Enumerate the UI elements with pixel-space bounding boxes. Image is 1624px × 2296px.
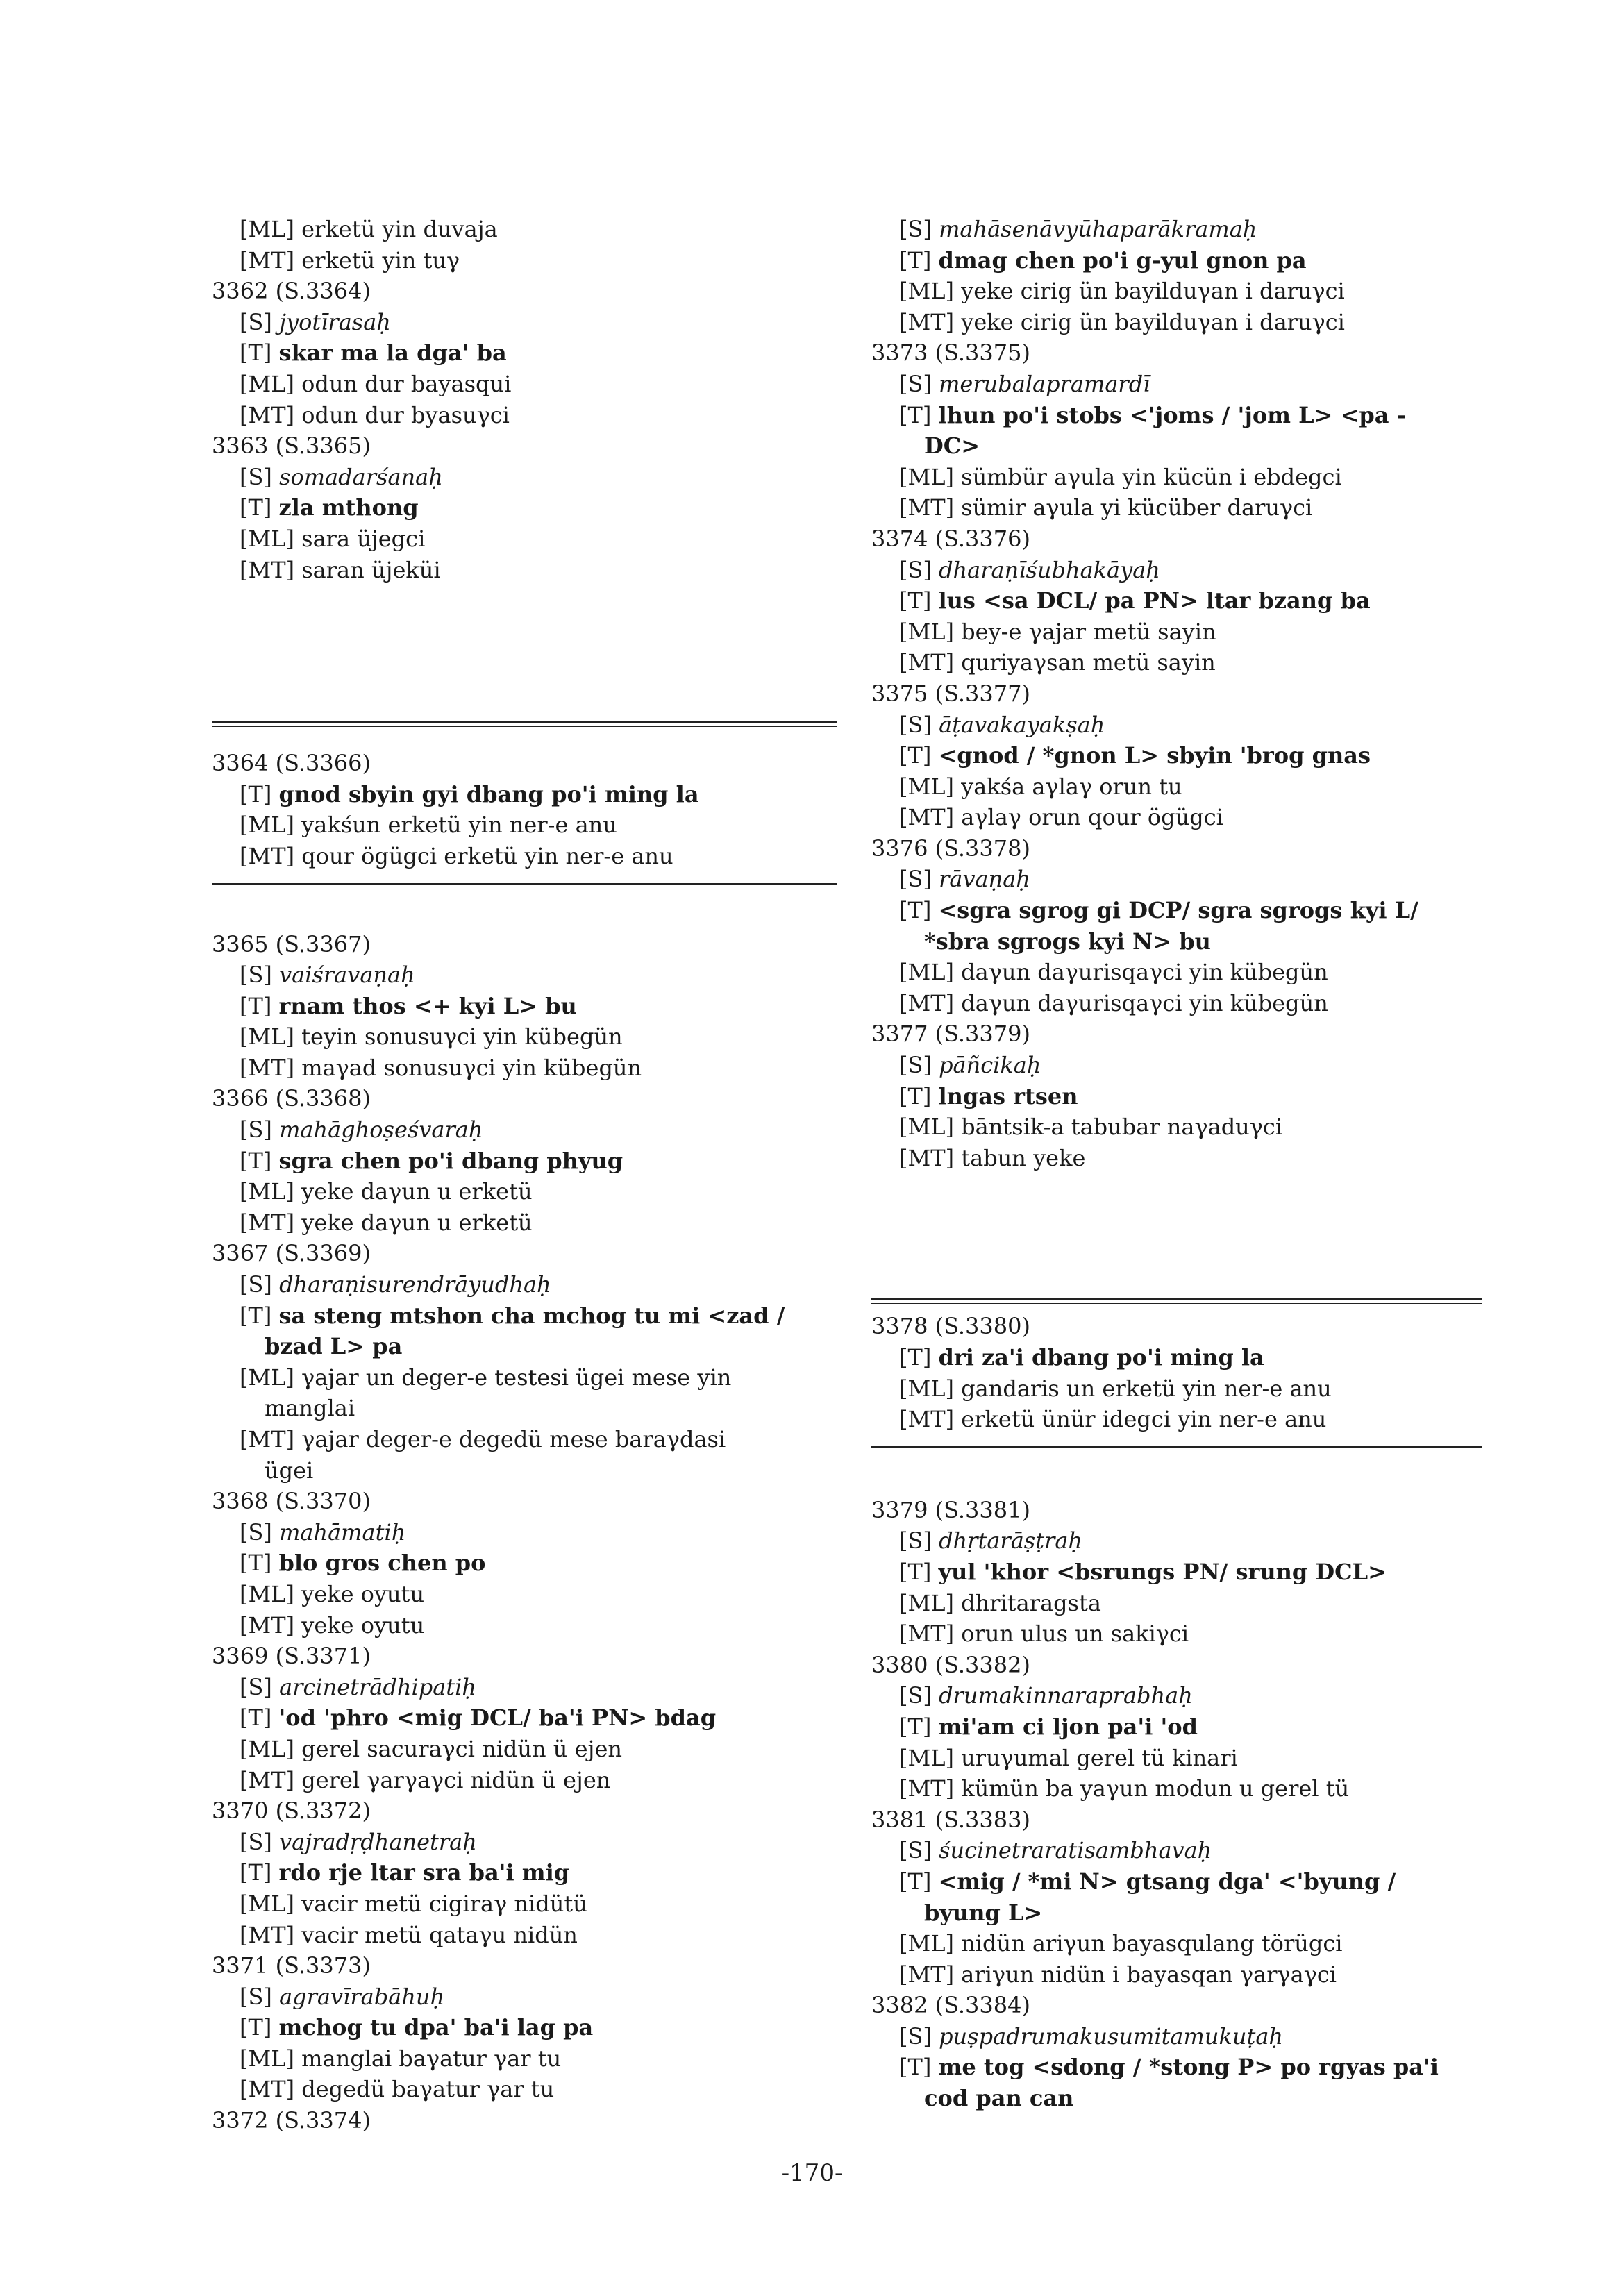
entry-line xyxy=(212,1517,837,1548)
language-tag: [T] xyxy=(899,1558,932,1585)
language-tag: [T] xyxy=(240,340,272,367)
entry-text: teyin sonusuγci yin kübegün xyxy=(301,1023,623,1050)
language-tag: [S] xyxy=(240,1828,272,1855)
language-tag: [T] xyxy=(899,2054,932,2081)
entry-line xyxy=(212,462,837,493)
language-tag: [T] xyxy=(899,897,932,924)
right-block-1 xyxy=(871,214,1482,1173)
language-tag: [S] xyxy=(899,2022,932,2050)
left-block-3 xyxy=(212,929,837,2136)
entry-text: dharaṇisurendrāyudhaḥ xyxy=(279,1271,551,1298)
entry-line xyxy=(212,1114,837,1146)
section-rule-double xyxy=(212,721,837,727)
entry-text: agravīrabāhuḥ xyxy=(279,1983,445,2010)
entry-text: odun dur byasuγci xyxy=(301,401,510,428)
entry-line xyxy=(871,2021,1482,2052)
language-tag: [MT] xyxy=(899,1961,955,1988)
language-tag: [T] xyxy=(899,246,932,274)
language-tag: [ML] xyxy=(240,1890,294,1917)
entry-text: gnod sbyin gyi dbang po'i ming la xyxy=(278,780,699,807)
entry-line xyxy=(871,802,1482,833)
language-tag: [MT] xyxy=(240,246,295,274)
entry-text: jyotīrasaḥ xyxy=(279,308,391,335)
entry-text: dharaṇīśubhakāyaḥ xyxy=(939,556,1160,583)
entry-text: rāvaṇaḥ xyxy=(939,866,1030,893)
entry-number: 3363 (S.3365) xyxy=(212,433,371,460)
entry-line xyxy=(871,492,1482,523)
entry-number: 3379 (S.3381) xyxy=(871,1496,1030,1523)
entry-line xyxy=(871,400,1482,462)
language-tag: [MT] xyxy=(240,1611,295,1639)
entry-number: 3382 (S.3384) xyxy=(871,1992,1030,2019)
entry-line xyxy=(871,1143,1482,1174)
entry-text: bāntsik-a tabubar naγaduγci xyxy=(961,1114,1283,1141)
language-tag: [ML] xyxy=(899,1114,954,1141)
language-tag: [T] xyxy=(240,2014,272,2041)
entry-line xyxy=(212,960,837,991)
language-tag: [T] xyxy=(899,1344,932,1371)
entry-line xyxy=(871,1835,1482,1866)
entry-number: 3370 (S.3372) xyxy=(212,1798,371,1825)
entry-line xyxy=(212,2043,837,2075)
entry-text: mahāsenāvyūhaparākramaḥ xyxy=(939,216,1257,242)
entry-number: 3372 (S.3374) xyxy=(212,2107,371,2134)
entry-number: 3377 (S.3379) xyxy=(871,1021,1030,1048)
entry-line xyxy=(212,1920,837,1951)
entry-line xyxy=(871,1404,1482,1435)
language-tag: [S] xyxy=(899,866,932,893)
entry-text: mchog tu dpa' ba'i lag pa xyxy=(278,2014,594,2041)
language-tag: [MT] xyxy=(899,1775,955,1802)
language-tag: [ML] xyxy=(899,959,954,986)
entry-line xyxy=(871,864,1482,895)
entry-line xyxy=(212,400,837,431)
entry-text: aγlaγ orun qour ögügci xyxy=(961,804,1223,831)
entry-text: quriyaγsan metü sayin xyxy=(961,649,1216,676)
language-tag: [ML] xyxy=(240,1580,294,1607)
entry-text: yakśa aγlaγ orun tu xyxy=(961,773,1182,800)
entry-text: lus <sa DCL/ pa PN> ltar bzang ba xyxy=(938,587,1371,614)
entry-text: sümir aγula yi kücüber daruγci xyxy=(961,494,1313,521)
entry-line xyxy=(212,1300,837,1362)
language-tag: [ML] xyxy=(899,773,954,800)
entry-text: ariγun nidün i bayasqan γarγaγci xyxy=(961,1961,1337,1988)
language-tag: [ML] xyxy=(240,525,294,552)
entry-line xyxy=(212,1548,837,1579)
entry-text-continuation: manglai xyxy=(265,1395,355,1422)
entry-line xyxy=(871,647,1482,678)
entry-text: sgra chen po'i dbang phyug xyxy=(278,1147,623,1174)
entry-text: erketü yin duvaja xyxy=(301,216,498,242)
entry-text: dhritaragsta xyxy=(961,1589,1101,1616)
entry-text: <gnod / *gnon L> sbyin 'brog gnas xyxy=(938,742,1371,769)
entry-text: arcinetrādhipatiḥ xyxy=(279,1673,476,1700)
entry-text: <mig / *mi N> gtsang dga' <'byung / xyxy=(938,1868,1396,1895)
entry-text: me tog <sdong / *stong P> po rgyas pa'i xyxy=(938,2054,1439,2081)
language-tag: [S] xyxy=(899,711,932,738)
entry-line xyxy=(871,1557,1482,1588)
entry-text: sara üjegci xyxy=(301,525,426,552)
entry-line xyxy=(212,2074,837,2105)
entry-line xyxy=(871,740,1482,771)
entry-line xyxy=(212,2012,837,2043)
entry-text: vacir metü cigiraγ nidütü xyxy=(301,1890,587,1917)
entry-text-continuation: ügei xyxy=(265,1457,314,1484)
language-tag: [S] xyxy=(240,1518,272,1545)
entry-text: vajradṛḍhanetraḥ xyxy=(279,1828,477,1855)
language-tag: [MT] xyxy=(240,1766,295,1793)
language-tag: [ML] xyxy=(240,2045,294,2072)
entry-line xyxy=(212,555,837,586)
right-column xyxy=(871,214,1482,2114)
language-tag: [T] xyxy=(899,1713,932,1740)
entry-text: bey-e γajar metü sayin xyxy=(961,618,1216,645)
language-tag: [ML] xyxy=(899,618,954,645)
language-tag: [MT] xyxy=(240,1426,295,1452)
entry-text: drumakinnaraprabhaḥ xyxy=(939,1682,1193,1709)
language-tag: [T] xyxy=(240,1147,272,1174)
entry-line xyxy=(871,617,1482,648)
entry-line xyxy=(871,307,1482,338)
entry-text: maγad sonusuγci yin kübegün xyxy=(301,1054,642,1081)
entry-line xyxy=(212,1734,837,1765)
entry-text: yeke oyutu xyxy=(301,1580,425,1607)
language-tag: [MT] xyxy=(240,1209,295,1236)
language-tag: [S] xyxy=(899,556,932,583)
entry-line xyxy=(871,957,1482,988)
entry-text: daγun daγurisqaγci yin kübegün xyxy=(961,959,1328,986)
language-tag: [MT] xyxy=(240,1921,295,1948)
entry-text: 'od 'phro <mig DCL/ ba'i PN> bdag xyxy=(278,1704,717,1732)
entry-line xyxy=(871,1773,1482,1804)
entry-text: dri za'i dbang po'i ming la xyxy=(938,1344,1264,1371)
entry-text: degedü baγatur γar tu xyxy=(301,2076,555,2103)
entry-text: śucinetraratisambhavaḥ xyxy=(939,1837,1212,1864)
entry-line xyxy=(212,1702,837,1734)
entry-line xyxy=(871,1743,1482,1774)
language-tag: [S] xyxy=(240,962,272,989)
language-tag: [ML] xyxy=(240,1364,294,1391)
entry-line xyxy=(212,1827,837,1858)
entry-line xyxy=(871,462,1482,493)
entry-number: 3381 (S.3383) xyxy=(871,1806,1030,1833)
entry-number: 3366 (S.3368) xyxy=(212,1085,371,1112)
language-tag: [MT] xyxy=(240,401,295,428)
entry-line xyxy=(871,1112,1482,1143)
entry-text: mahāmatiḥ xyxy=(279,1518,406,1545)
language-tag: [ML] xyxy=(240,216,294,242)
entry-line xyxy=(212,245,837,276)
entry-text: orun ulus un sakiγci xyxy=(961,1620,1189,1648)
language-tag: [T] xyxy=(899,401,932,428)
entry-number: 3373 (S.3375) xyxy=(871,340,1030,367)
entry-line xyxy=(212,1146,837,1177)
language-tag: [T] xyxy=(899,742,932,769)
entry-text: mi'am ci ljon pa'i 'od xyxy=(938,1713,1198,1740)
entry-line xyxy=(212,1857,837,1888)
language-tag: [T] xyxy=(240,780,272,807)
language-tag: [ML] xyxy=(240,1735,294,1762)
entry-line xyxy=(212,337,837,369)
entry-line xyxy=(871,214,1482,245)
entry-number: 3367 (S.3369) xyxy=(212,1240,371,1267)
entry-number: 3364 (S.3366) xyxy=(212,750,371,777)
language-tag: [ML] xyxy=(240,1023,294,1050)
entry-text: lngas rtsen xyxy=(938,1082,1078,1109)
language-tag: [MT] xyxy=(899,804,955,831)
entry-text: yeke cirig ün bayilduγan i daruγci xyxy=(961,308,1345,335)
entry-text: yeke daγun u erketü xyxy=(301,1209,533,1236)
entry-line xyxy=(212,1981,837,2013)
language-tag: [ML] xyxy=(899,1744,954,1771)
language-tag: [S] xyxy=(899,1052,932,1079)
entry-text: erketü yin tuγ xyxy=(301,246,460,274)
entry-line xyxy=(871,1680,1482,1711)
entry-line xyxy=(212,1672,837,1703)
entry-text: rnam thos <+ kyi L> bu xyxy=(278,992,577,1019)
entry-text: erketü ünür idegci yin ner-e anu xyxy=(961,1406,1327,1433)
language-tag: [ML] xyxy=(899,1930,954,1957)
language-tag: [S] xyxy=(240,308,272,335)
language-tag: [T] xyxy=(240,1550,272,1577)
entry-text: yeke daγun u erketü xyxy=(301,1178,533,1205)
entry-text: kümün ba yaγun modun u gerel tü xyxy=(961,1775,1350,1802)
entry-text: sümbür aγula yin kücün i ebdegci xyxy=(961,463,1342,490)
entry-line xyxy=(871,1081,1482,1112)
entry-number: 3378 (S.3380) xyxy=(871,1313,1030,1340)
language-tag: [S] xyxy=(899,1527,932,1555)
entry-text: vacir metü qataγu nidün xyxy=(301,1921,578,1948)
language-tag: [MT] xyxy=(240,556,295,583)
entry-text: uruγumal gerel tü kinari xyxy=(961,1744,1238,1771)
language-tag: [S] xyxy=(240,1271,272,1298)
entry-text: yul 'khor <bsrungs PN/ srung DCL> xyxy=(938,1558,1387,1585)
language-tag: [T] xyxy=(240,494,272,521)
entry-text: γajar deger-e degedü mese baraγdasi xyxy=(301,1426,726,1452)
entry-line xyxy=(871,1342,1482,1373)
entry-text: blo gros chen po xyxy=(278,1550,486,1577)
entry-line xyxy=(871,1373,1482,1405)
entry-number: 3362 (S.3364) xyxy=(212,278,371,305)
entry-line xyxy=(212,1269,837,1300)
entry-line xyxy=(871,245,1482,276)
entry-text: āṭavakayakṣaḥ xyxy=(939,711,1105,738)
entry-text-continuation: byung L> xyxy=(924,1899,1043,1926)
entry-line xyxy=(212,1362,837,1424)
entry-line xyxy=(212,1424,837,1486)
language-tag: [ML] xyxy=(899,1589,954,1616)
entry-line xyxy=(212,1888,837,1920)
entry-text: saran üjeküi xyxy=(301,556,441,583)
entry-line xyxy=(212,779,837,810)
language-tag: [S] xyxy=(899,216,932,242)
entry-line xyxy=(871,276,1482,307)
language-tag: [T] xyxy=(899,587,932,614)
entry-line xyxy=(212,810,837,841)
entry-line xyxy=(871,1866,1482,1928)
entry-line xyxy=(871,1050,1482,1081)
entry-number: 3371 (S.3373) xyxy=(212,1952,371,1979)
language-tag: [T] xyxy=(899,1868,932,1895)
entry-line xyxy=(871,1525,1482,1557)
entry-text: lhun po'i stobs <'joms / 'jom L> <pa - xyxy=(938,401,1406,428)
entry-text: pāñcikaḥ xyxy=(939,1052,1041,1079)
language-tag: [S] xyxy=(240,463,272,490)
entry-text: dmag chen po'i g-yul gnon pa xyxy=(938,246,1307,274)
entry-text-continuation: bzad L> pa xyxy=(265,1333,403,1360)
entry-number: 3365 (S.3367) xyxy=(212,930,371,957)
entry-text: dhṛtarāṣṭraḥ xyxy=(939,1527,1083,1555)
left-block-2 xyxy=(212,748,837,871)
language-tag: [MT] xyxy=(899,308,955,335)
language-tag: [ML] xyxy=(240,370,294,397)
entry-line xyxy=(212,307,837,338)
entry-line xyxy=(212,1053,837,1084)
language-tag: [S] xyxy=(899,370,932,397)
language-tag: [ML] xyxy=(899,463,954,490)
entry-text: tabun yeke xyxy=(961,1144,1086,1171)
section-rule-double xyxy=(871,1298,1482,1304)
language-tag: [T] xyxy=(240,1302,272,1329)
entry-text: γajar un deger-e testesi ügei mese yin xyxy=(301,1364,732,1391)
language-tag: [S] xyxy=(240,1673,272,1700)
page-number: -170- xyxy=(781,2159,843,2187)
entry-text: odun dur bayasqui xyxy=(301,370,512,397)
entry-text: puṣpadrumakusumitamukuṭaḥ xyxy=(939,2022,1283,2050)
language-tag: [T] xyxy=(240,1859,272,1886)
entry-line xyxy=(212,523,837,555)
entry-text-continuation: DC> xyxy=(924,433,980,460)
language-tag: [MT] xyxy=(899,1406,955,1433)
entry-number: 3369 (S.3371) xyxy=(212,1643,371,1670)
entry-line xyxy=(212,214,837,245)
entry-line xyxy=(212,1579,837,1610)
entry-line xyxy=(871,1928,1482,1959)
entry-line xyxy=(212,991,837,1022)
language-tag: [MT] xyxy=(899,649,955,676)
entry-line xyxy=(212,1021,837,1053)
language-tag: [MT] xyxy=(899,494,955,521)
entry-text: manglai baγatur γar tu xyxy=(301,2045,562,2072)
entry-line xyxy=(871,895,1482,957)
language-tag: [S] xyxy=(240,1116,272,1143)
entry-line xyxy=(871,1588,1482,1619)
language-tag: [MT] xyxy=(240,1054,295,1081)
language-tag: [ML] xyxy=(899,278,954,305)
entry-line xyxy=(212,1176,837,1207)
entry-text: nidün ariγun bayasqulang törügci xyxy=(961,1930,1343,1957)
entry-text: rdo rje ltar sra ba'i mig xyxy=(278,1859,570,1886)
entry-line xyxy=(871,1711,1482,1743)
entry-number: 3374 (S.3376) xyxy=(871,525,1030,552)
entry-line xyxy=(871,555,1482,586)
entry-text: yakśun erketü yin ner-e anu xyxy=(301,812,617,839)
entry-number: 3380 (S.3382) xyxy=(871,1651,1030,1678)
entry-text: qour ögügci erketü yin ner-e anu xyxy=(301,842,673,869)
entry-line xyxy=(212,841,837,872)
entry-line xyxy=(871,585,1482,617)
language-tag: [MT] xyxy=(899,1620,955,1648)
language-tag: [MT] xyxy=(240,842,295,869)
entry-text-continuation: cod pan can xyxy=(924,2085,1074,2112)
language-tag: [T] xyxy=(899,1082,932,1109)
language-tag: [T] xyxy=(240,992,272,1019)
entry-text: gandaris un erketü yin ner-e anu xyxy=(961,1375,1332,1402)
entry-text: merubalapramardī xyxy=(939,370,1150,397)
entry-text: gerel γarγaγci nidün ü ejen xyxy=(301,1766,611,1793)
entry-line xyxy=(212,492,837,523)
left-column xyxy=(212,214,837,2136)
entry-text: zla mthong xyxy=(278,494,419,521)
language-tag: [S] xyxy=(899,1682,932,1709)
entry-text: mahāghoṣeśvaraḥ xyxy=(279,1116,483,1143)
entry-text: somadarśanaḥ xyxy=(279,463,443,490)
entry-line xyxy=(871,369,1482,400)
entry-line xyxy=(871,2052,1482,2113)
entry-line xyxy=(212,369,837,400)
entry-text-continuation: *sbra sgrogs kyi N> bu xyxy=(924,928,1211,955)
language-tag: [ML] xyxy=(240,1178,294,1205)
language-tag: [ML] xyxy=(899,1375,954,1402)
entry-number: 3368 (S.3370) xyxy=(212,1488,371,1515)
language-tag: [T] xyxy=(240,1704,272,1732)
language-tag: [ML] xyxy=(240,812,294,839)
entry-text: sa steng mtshon cha mchog tu mi <zad / xyxy=(278,1302,785,1329)
entry-text: skar ma la dga' ba xyxy=(278,340,507,367)
language-tag: [S] xyxy=(240,1983,272,2010)
entry-number: 3375 (S.3377) xyxy=(871,680,1030,707)
entry-text: yeke cirig ün bayilduγan i daruγci xyxy=(961,278,1345,305)
entry-line xyxy=(871,771,1482,803)
entry-line xyxy=(212,1765,837,1796)
entry-line xyxy=(871,710,1482,741)
right-block-3 xyxy=(871,1495,1482,2114)
entry-text: gerel sacuraγci nidün ü ejen xyxy=(301,1735,622,1762)
entry-number: 3376 (S.3378) xyxy=(871,835,1030,862)
language-tag: [S] xyxy=(899,1837,932,1864)
entry-text: vaiśravaṇaḥ xyxy=(279,962,415,989)
entry-line xyxy=(871,1959,1482,1991)
left-block-1 xyxy=(212,214,837,585)
entry-text: <sgra sgrog gi DCP/ sgra sgrogs kyi L/ xyxy=(938,897,1418,924)
entry-text: yeke oyutu xyxy=(301,1611,425,1639)
entry-line xyxy=(871,988,1482,1019)
language-tag: [MT] xyxy=(899,1144,955,1171)
entry-line xyxy=(212,1207,837,1239)
language-tag: [MT] xyxy=(240,2076,295,2103)
language-tag: [MT] xyxy=(899,989,955,1016)
entry-line xyxy=(871,1618,1482,1650)
entry-line xyxy=(212,1610,837,1641)
right-block-2 xyxy=(871,1311,1482,1434)
entry-text: daγun daγurisqaγci yin kübegün xyxy=(961,989,1328,1016)
